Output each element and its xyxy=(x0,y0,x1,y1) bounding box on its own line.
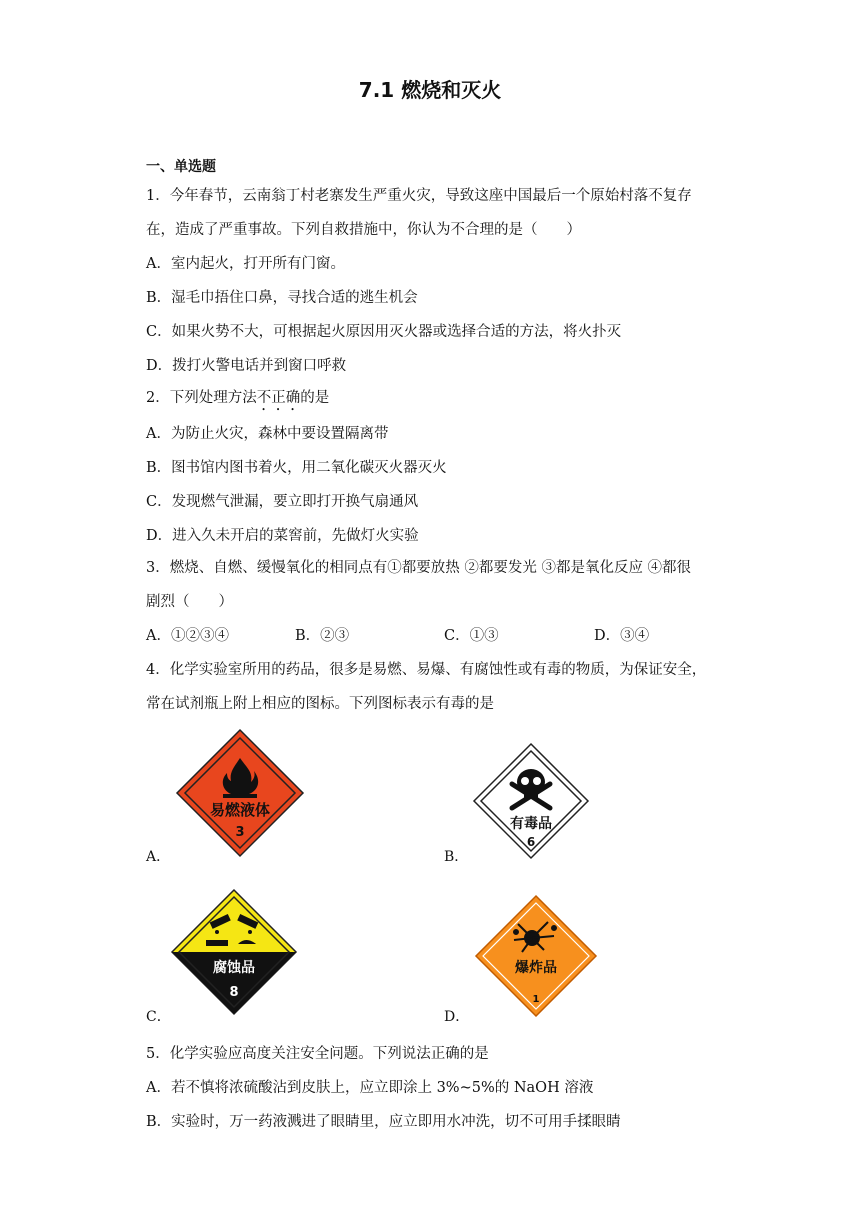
section-heading: 一、单选题 xyxy=(146,159,216,175)
question-2-option-b: B．图书馆内图书着火，用二氧化碳灭火器灭火 xyxy=(146,460,447,476)
question-5-stem: 5．化学实验应高度关注安全问题。下列说法正确的是 xyxy=(146,1046,489,1062)
question-4-option-a-label: A． xyxy=(146,849,171,865)
question-4-stem-line2: 常在试剂瓶上附上相应的图标。下列图标表示有毒的是 xyxy=(146,696,494,712)
flammable-liquid-hazard-sign xyxy=(175,728,305,858)
question-3-option-d: D．③④ xyxy=(594,628,650,644)
question-3-option-c: C．①③ xyxy=(444,628,499,644)
question-4-option-c-label: C． xyxy=(146,1009,171,1025)
question-2-option-a: A．为防止火灾，森林中要设置隔离带 xyxy=(146,426,389,442)
sign-c-text: 腐蚀品 xyxy=(213,960,255,976)
sign-d-number: 1 xyxy=(532,994,540,1005)
sign-c-number: 8 xyxy=(229,985,239,1000)
question-1-option-a: A．室内起火，打开所有门窗。 xyxy=(146,256,345,272)
question-1-option-b: B．湿毛巾捂住口鼻，寻找合适的逃生机会 xyxy=(146,290,418,306)
sign-b-text: 有毒品 xyxy=(510,816,552,832)
question-4-stem-line1: 4．化学实验室所用的药品，很多是易燃、易爆、有腐蚀性或有毒的物质，为保证安全， xyxy=(146,662,707,678)
sign-a-text: 易燃液体 xyxy=(209,801,271,819)
question-3-stem-line2: 剧烈（ ） xyxy=(146,594,233,610)
corrosive-hazard-sign xyxy=(170,888,298,1016)
question-5-option-a: A．若不慎将浓硫酸沾到皮肤上，应立即涂上 3%~5%的 NaOH 溶液 xyxy=(146,1080,594,1096)
question-3-option-b: B．②③ xyxy=(295,628,350,644)
question-3-option-a: A．①②③④ xyxy=(146,628,229,644)
question-4-option-d-label: D． xyxy=(444,1009,470,1025)
explosive-hazard-sign xyxy=(474,894,598,1018)
question-4-option-b-label: B． xyxy=(444,849,469,865)
sign-a-number: 3 xyxy=(235,825,245,840)
sign-b-number: 6 xyxy=(526,835,536,849)
question-1-option-c: C．如果火势不大，可根据起火原因用灭火器或选择合适的方法，将火扑灭 xyxy=(146,324,622,340)
question-2-option-c: C．发现燃气泄漏，要立即打开换气扇通风 xyxy=(146,494,419,510)
question-2-stem xyxy=(146,386,329,414)
question-2-stem-pre: 2．下列处理方法 xyxy=(146,390,257,406)
sign-d-text: 爆炸品 xyxy=(515,960,557,976)
question-2-stem-emphasis: 不正确 xyxy=(256,390,301,406)
page-title: 7.1 燃烧和灭火 xyxy=(358,78,502,102)
question-1-stem-line2: 在，造成了严重事故。下列自救措施中，你认为不合理的是（ ） xyxy=(146,222,581,238)
question-3-stem-line1: 3．燃烧、自燃、缓慢氧化的相同点有①都要放热 ②都要发光 ③都是氧化反应 ④都很 xyxy=(146,560,692,576)
question-2-stem-post: 的是 xyxy=(300,390,330,406)
toxic-hazard-sign xyxy=(472,742,590,860)
question-1-option-d: D．拨打火警电话并到窗口呼救 xyxy=(146,358,347,374)
question-5-option-b: B．实验时，万一药液溅进了眼睛里，应立即用水冲洗，切不可用手揉眼睛 xyxy=(146,1114,621,1130)
question-1-stem-line1: 1．今年春节，云南翁丁村老寨发生严重火灾，导致这座中国最后一个原始村落不复存 xyxy=(146,188,692,204)
question-2-option-d: D．进入久未开启的菜窖前，先做灯火实验 xyxy=(146,528,419,544)
